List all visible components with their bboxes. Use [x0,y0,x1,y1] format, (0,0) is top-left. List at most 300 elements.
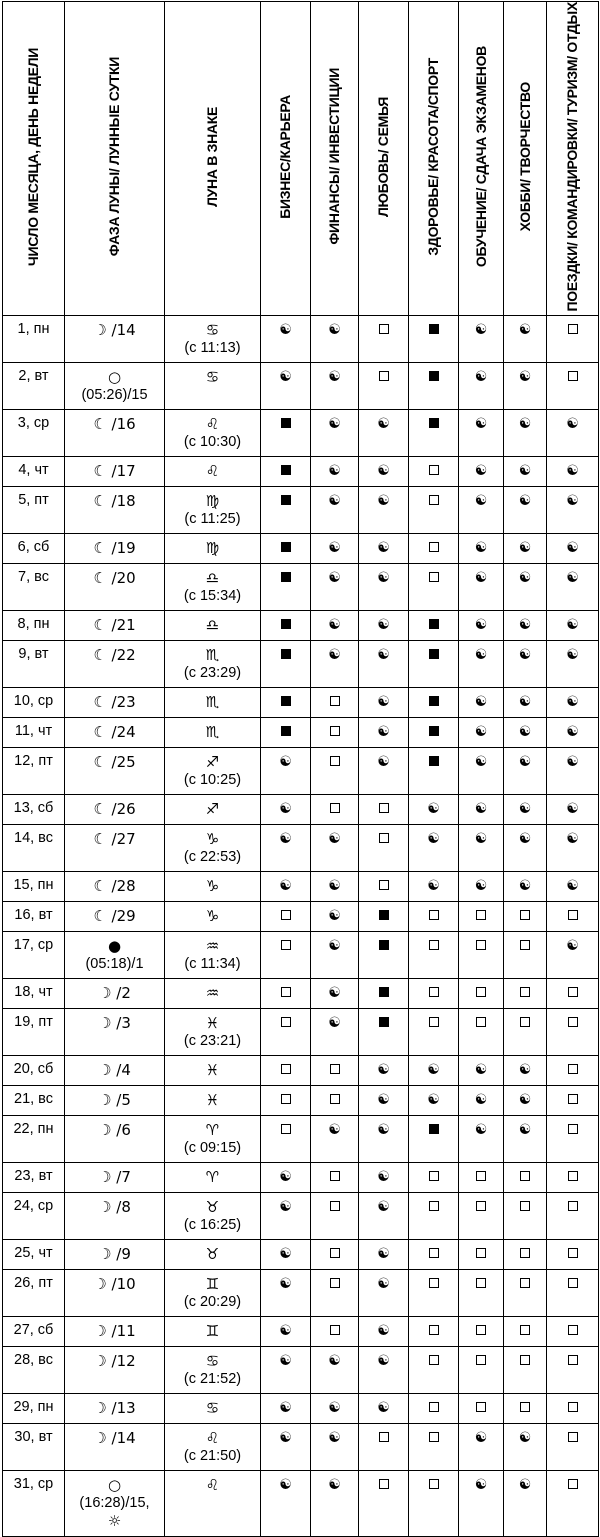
empty-square-icon [568,1432,578,1442]
yin-yang-icon: ☯ [518,723,532,740]
empty-square-icon [520,1355,530,1365]
yin-yang-icon: ☯ [279,1429,292,1446]
header-hobby [504,2,547,316]
health-rating-cell [409,563,459,610]
yin-yang-icon: ☯ [328,1476,341,1493]
empty-square-icon [568,371,578,381]
business-rating-cell [261,1346,311,1393]
yin-yang-icon: ☯ [427,1061,440,1078]
table-row [3,640,599,687]
finance-rating-cell [311,563,359,610]
filled-square-icon [379,987,389,997]
hobby-rating-cell [504,1470,547,1536]
business-rating-cell [261,456,311,486]
finance-rating-cell [311,1162,359,1192]
health-rating-cell [409,1269,459,1316]
yin-yang-icon: ☯ [518,1121,532,1138]
finance-rating-cell [311,1346,359,1393]
travel-rating-cell [547,1055,599,1085]
moon-phase-icon: ☽ /14 [93,1428,136,1447]
health-rating-cell [409,486,459,533]
love-rating-cell [359,456,409,486]
travel-rating-cell [547,1316,599,1346]
yin-yang-icon: ☯ [328,569,341,586]
travel-rating-cell [547,362,599,409]
study-rating-cell [459,1008,504,1055]
empty-square-icon [330,803,340,813]
business-rating-cell [261,315,311,362]
header-travel-label: ПОЕЗДКИ/ КОМАНДИРОВКИ/ ТУРИЗМ/ ОТДЫХ [564,2,580,312]
moon-phase-cell [65,1008,165,1055]
finance-rating-cell [311,456,359,486]
yin-yang-icon: ☯ [377,616,390,633]
health-rating-cell [409,456,459,486]
yin-yang-icon: ☯ [279,1322,292,1339]
hobby-rating-cell [504,563,547,610]
love-rating-cell [359,362,409,409]
study-rating-cell [459,1115,504,1162]
yin-yang-icon: ☯ [328,462,341,479]
moon-phase-cell [65,1239,165,1269]
yin-yang-icon: ☯ [377,693,390,710]
yin-yang-icon: ☯ [377,492,390,509]
day-cell: 22, пн [3,1115,65,1162]
yin-yang-icon: ☯ [474,616,488,633]
moon-phase-cell [65,1393,165,1423]
table-row [3,931,599,978]
love-rating-cell [359,1055,409,1085]
zodiac-sign-cell [165,1115,261,1162]
empty-square-icon [568,1479,578,1489]
day-cell: 15, пн [3,871,65,901]
empty-square-icon [379,1432,389,1442]
moon-phase-cell [65,1115,165,1162]
yin-yang-icon: ☯ [328,937,341,954]
love-rating-cell [359,824,409,871]
empty-square-icon [568,1094,578,1104]
study-rating-cell [459,1393,504,1423]
yin-yang-icon: ☯ [566,462,579,479]
finance-rating-cell [311,315,359,362]
filled-square-icon [281,696,291,706]
moon-phase-cell [65,687,165,717]
study-rating-cell [459,824,504,871]
yin-yang-icon: ☯ [566,800,579,817]
hobby-rating-cell [504,315,547,362]
zodiac-sign-cell [165,1470,261,1536]
health-rating-cell [409,978,459,1008]
moon-phase-time: (16:28)/15, [79,1494,150,1511]
hobby-rating-cell [504,931,547,978]
table-row [3,563,599,610]
yin-yang-icon: ☯ [279,368,292,385]
empty-square-icon [429,1402,439,1412]
moon-phase-cell [65,871,165,901]
business-rating-cell [261,978,311,1008]
yin-yang-icon: ☯ [377,1168,390,1185]
yin-yang-icon: ☯ [279,1399,292,1416]
business-rating-cell [261,747,311,794]
zodiac-sign-cell [165,563,261,610]
business-rating-cell [261,794,311,824]
yin-yang-icon: ☯ [328,646,341,663]
yin-yang-icon: ☯ [328,368,341,385]
yin-yang-icon: ☯ [566,646,579,663]
table-row [3,824,599,871]
zodiac-sign-icon: ♑ [205,906,220,925]
moon-phase-icon: ☾ /25 [93,752,136,771]
hobby-rating-cell [504,1269,547,1316]
study-rating-cell [459,978,504,1008]
zodiac-sign-icon: ♐ [205,799,220,818]
zodiac-sign-icon: ♑ [205,829,220,848]
yin-yang-icon: ☯ [518,877,532,894]
business-rating-cell [261,871,311,901]
business-rating-cell [261,1162,311,1192]
zodiac-sign-cell [165,640,261,687]
empty-square-icon [281,1064,291,1074]
empty-square-icon [429,1248,439,1258]
zodiac-sign-cell [165,871,261,901]
study-rating-cell [459,1470,504,1536]
finance-rating-cell [311,1239,359,1269]
travel-rating-cell [547,456,599,486]
hobby-rating-cell [504,687,547,717]
zodiac-sign-icon: ♍ [205,538,220,557]
finance-rating-cell [311,794,359,824]
yin-yang-icon: ☯ [518,1061,532,1078]
zodiac-sign-time: (с 10:30) [183,433,242,450]
zodiac-sign-time: (с 11:34) [184,955,241,972]
love-rating-cell [359,563,409,610]
empty-square-icon [476,910,486,920]
filled-square-icon [429,418,439,428]
zodiac-sign-cell [165,610,261,640]
empty-square-icon [281,910,291,920]
filled-square-icon [429,726,439,736]
hobby-rating-cell [504,409,547,456]
finance-rating-cell [311,1393,359,1423]
moon-phase-icon: ☽ /5 [98,1090,131,1109]
hobby-rating-cell [504,717,547,747]
yin-yang-icon: ☯ [566,415,579,432]
header-finance [311,2,359,316]
moon-phase-icon: ○ [107,367,122,386]
empty-square-icon [429,1017,439,1027]
zodiac-sign-icon: ♏ [205,692,220,711]
health-rating-cell [409,1346,459,1393]
love-rating-cell [359,1115,409,1162]
zodiac-sign-icon: ♉ [205,1197,220,1216]
yin-yang-icon: ☯ [518,616,532,633]
business-rating-cell [261,1085,311,1115]
lunar-calendar-table [2,1,599,1537]
study-rating-cell [459,1055,504,1085]
table-row [3,717,599,747]
zodiac-sign-icon: ♎ [205,615,220,634]
love-rating-cell [359,1008,409,1055]
yin-yang-icon: ☯ [377,539,390,556]
table-row [3,747,599,794]
love-rating-cell [359,1346,409,1393]
yin-yang-icon: ☯ [566,616,579,633]
love-rating-cell [359,931,409,978]
finance-rating-cell [311,1269,359,1316]
day-cell: 10, ср [3,687,65,717]
table-row [3,456,599,486]
health-rating-cell [409,362,459,409]
moon-phase-cell [65,978,165,1008]
day-cell: 12, пт [3,747,65,794]
health-rating-cell [409,901,459,931]
love-rating-cell [359,409,409,456]
moon-phase-icon: ☾ /26 [93,799,136,818]
love-rating-cell [359,1162,409,1192]
header-row [3,2,599,316]
table-row [3,687,599,717]
travel-rating-cell [547,1269,599,1316]
yin-yang-icon: ☯ [328,1429,341,1446]
filled-square-icon [429,619,439,629]
filled-square-icon [281,726,291,736]
filled-square-icon [429,324,439,334]
zodiac-sign-icon: ♉ [205,1244,220,1263]
yin-yang-icon: ☯ [328,415,341,432]
finance-rating-cell [311,1423,359,1470]
moon-phase-icon: ☽ /4 [98,1060,131,1079]
hobby-rating-cell [504,1085,547,1115]
finance-rating-cell [311,871,359,901]
yin-yang-icon: ☯ [328,984,341,1001]
moon-phase-cell [65,1470,165,1536]
filled-square-icon [281,418,291,428]
love-rating-cell [359,747,409,794]
hobby-rating-cell [504,901,547,931]
moon-phase-cell [65,533,165,563]
moon-phase-icon: ☾ /28 [93,876,136,895]
moon-phase-cell [65,747,165,794]
filled-square-icon [281,542,291,552]
empty-square-icon [330,726,340,736]
zodiac-sign-time: (с 11:13) [184,339,241,356]
love-rating-cell [359,1316,409,1346]
zodiac-sign-time: (с 21:50) [183,1447,242,1464]
header-phase-label: ФАЗА ЛУНЫ/ ЛУННЫЕ СУТКИ [106,57,122,257]
empty-square-icon [429,940,439,950]
yin-yang-icon: ☯ [518,415,532,432]
hobby-rating-cell [504,1162,547,1192]
empty-square-icon [330,1064,340,1074]
finance-rating-cell [311,362,359,409]
zodiac-sign-cell [165,931,261,978]
health-rating-cell [409,1115,459,1162]
yin-yang-icon: ☯ [474,693,488,710]
yin-yang-icon: ☯ [474,1429,488,1446]
love-rating-cell [359,794,409,824]
table-row [3,315,599,362]
love-rating-cell [359,533,409,563]
love-rating-cell [359,1393,409,1423]
hobby-rating-cell [504,871,547,901]
empty-square-icon [379,1479,389,1489]
business-rating-cell [261,362,311,409]
moon-phase-icon: ☽ /11 [93,1321,136,1340]
yin-yang-icon: ☯ [518,492,532,509]
yin-yang-icon: ☯ [279,1245,292,1262]
hobby-rating-cell [504,1316,547,1346]
yin-yang-icon: ☯ [566,937,579,954]
table-row [3,1055,599,1085]
zodiac-sign-icon: ♋ [205,320,220,339]
header-sign-label: ЛУНА В ЗНАКЕ [204,106,220,207]
yin-yang-icon: ☯ [566,492,579,509]
travel-rating-cell [547,978,599,1008]
yin-yang-icon: ☯ [377,1275,390,1292]
empty-square-icon [429,542,439,552]
filled-square-icon [379,940,389,950]
day-cell: 3, ср [3,409,65,456]
zodiac-sign-icon: ♓ [205,1090,220,1109]
business-rating-cell [261,533,311,563]
empty-square-icon [379,371,389,381]
hobby-rating-cell [504,456,547,486]
yin-yang-icon: ☯ [518,462,532,479]
table-row [3,794,599,824]
study-rating-cell [459,931,504,978]
day-cell: 24, ср [3,1192,65,1239]
header-hobby-label: ХОББИ/ ТВОРЧЕСТВО [516,82,533,232]
zodiac-sign-cell [165,486,261,533]
empty-square-icon [476,1402,486,1412]
health-rating-cell [409,687,459,717]
zodiac-sign-cell [165,1085,261,1115]
zodiac-sign-icon: ♈ [205,1167,220,1186]
moon-phase-cell [65,315,165,362]
moon-phase-cell [65,362,165,409]
study-rating-cell [459,456,504,486]
study-rating-cell [459,1085,504,1115]
yin-yang-icon: ☯ [474,492,488,509]
business-rating-cell [261,901,311,931]
hobby-rating-cell [504,362,547,409]
love-rating-cell [359,717,409,747]
empty-square-icon [476,940,486,950]
zodiac-sign-icon: ♎ [205,568,220,587]
hobby-rating-cell [504,1008,547,1055]
love-rating-cell [359,1239,409,1269]
zodiac-sign-time: (с 09:15) [183,1139,242,1156]
empty-square-icon [429,910,439,920]
zodiac-sign-icon: ♋ [205,367,220,386]
zodiac-sign-icon: ♒ [205,983,220,1002]
empty-square-icon [520,1278,530,1288]
moon-phase-cell [65,1192,165,1239]
business-rating-cell [261,610,311,640]
health-rating-cell [409,1085,459,1115]
day-cell: 1, пн [3,315,65,362]
day-cell: 27, сб [3,1316,65,1346]
day-cell: 17, ср [3,931,65,978]
moon-phase-icon: ☽ /3 [98,1013,131,1032]
filled-square-icon [281,465,291,475]
zodiac-sign-icon: ♋ [205,1351,220,1370]
zodiac-sign-cell [165,717,261,747]
hobby-rating-cell [504,1346,547,1393]
travel-rating-cell [547,901,599,931]
table-row [3,901,599,931]
yin-yang-icon: ☯ [377,569,390,586]
header-business-label: БИЗНЕС/КАРЬЕРА [277,94,293,219]
table-row [3,1470,599,1536]
finance-rating-cell [311,931,359,978]
yin-yang-icon: ☯ [279,1275,292,1292]
zodiac-sign-cell [165,978,261,1008]
yin-yang-icon: ☯ [328,492,341,509]
zodiac-sign-cell [165,1008,261,1055]
empty-square-icon [429,465,439,475]
business-rating-cell [261,1055,311,1085]
travel-rating-cell [547,871,599,901]
hobby-rating-cell [504,640,547,687]
empty-square-icon [476,1171,486,1181]
yin-yang-icon: ☯ [328,321,341,338]
yin-yang-icon: ☯ [279,1352,292,1369]
table-row [3,1085,599,1115]
yin-yang-icon: ☯ [377,415,390,432]
finance-rating-cell [311,901,359,931]
header-business [261,2,311,316]
day-cell: 11, чт [3,717,65,747]
moon-phase-cell [65,610,165,640]
zodiac-sign-cell [165,1346,261,1393]
empty-square-icon [476,1325,486,1335]
day-cell: 4, чт [3,456,65,486]
hobby-rating-cell [504,824,547,871]
finance-rating-cell [311,1470,359,1536]
study-rating-cell [459,1346,504,1393]
table-row [3,1115,599,1162]
yin-yang-icon: ☯ [377,1121,390,1138]
finance-rating-cell [311,486,359,533]
yin-yang-icon: ☯ [427,800,440,817]
moon-phase-cell [65,717,165,747]
zodiac-sign-cell [165,1162,261,1192]
yin-yang-icon: ☯ [474,539,488,556]
header-study [459,2,504,316]
day-cell: 8, пн [3,610,65,640]
empty-square-icon [330,1325,340,1335]
empty-square-icon [330,696,340,706]
finance-rating-cell [311,978,359,1008]
yin-yang-icon: ☯ [474,723,488,740]
empty-square-icon [520,1248,530,1258]
day-cell: 14, вс [3,824,65,871]
day-cell: 28, вс [3,1346,65,1393]
finance-rating-cell [311,1085,359,1115]
header-day [3,2,65,316]
love-rating-cell [359,1470,409,1536]
yin-yang-icon: ☯ [279,877,292,894]
table-row [3,871,599,901]
hobby-rating-cell [504,1055,547,1085]
empty-square-icon [568,1355,578,1365]
hobby-rating-cell [504,747,547,794]
yin-yang-icon: ☯ [328,539,341,556]
yin-yang-icon: ☯ [279,753,292,770]
zodiac-sign-cell [165,1192,261,1239]
filled-square-icon [429,371,439,381]
study-rating-cell [459,871,504,901]
